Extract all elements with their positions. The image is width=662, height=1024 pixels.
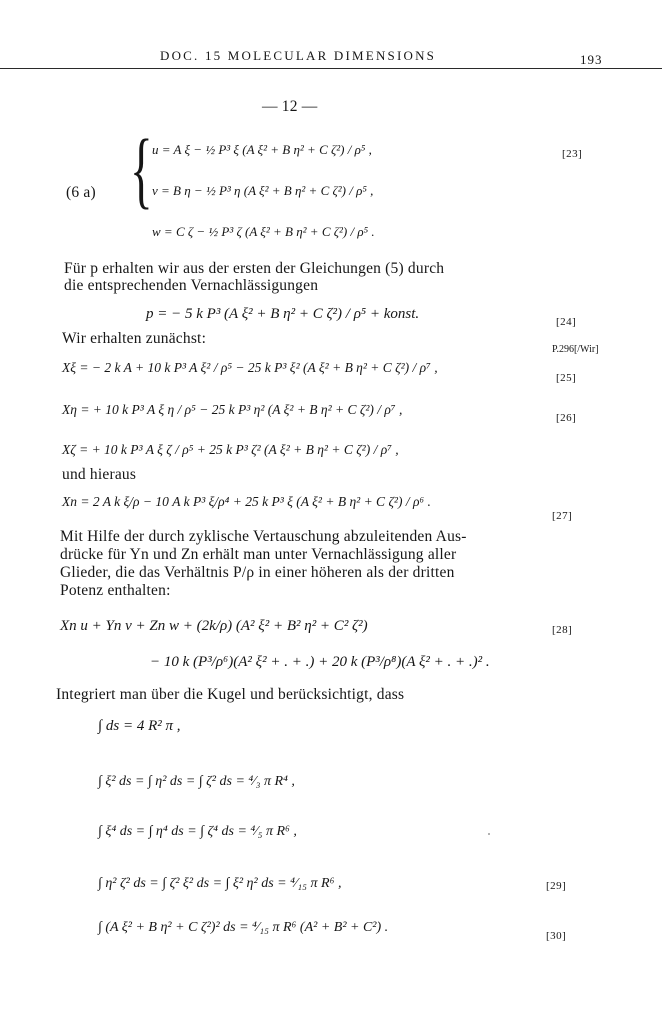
integral-surface-area: ∫ ds = 4 R² π , (98, 718, 181, 734)
equation-tag-27: [27] (552, 510, 573, 522)
page-number: 193 (580, 52, 603, 67)
equation-tag-23: [23] (562, 148, 583, 160)
integral-second-moments: ∫ ξ² ds = ∫ η² ds = ∫ ζ² ds = ⁴⁄₃ π R⁴ , (98, 774, 295, 789)
margin-note: P.296[/Wir] (552, 344, 599, 355)
equation-tag-25: [25] (556, 372, 577, 384)
paragraph-line: drücke für Yn und Zn erhält man unter Vernachlässigung aller (60, 546, 457, 563)
integral-fourth-moments: ∫ ξ⁴ ds = ∫ η⁴ ds = ∫ ζ⁴ ds = ⁴⁄₅ π R⁶ , (98, 824, 297, 839)
paragraph-line: und hieraus (62, 466, 137, 483)
equation-x-n: Xn = 2 A k ξ/ρ − 10 A k P³ ξ/ρ⁴ + 25 k P³ ξ (A ξ² + B η² + C ζ²) / ρ⁶ . (62, 494, 431, 509)
equation-x-zeta: Xζ = + 10 k P³ A ξ ζ / ρ⁵ + 25 k P³ ζ² (A ξ² + B η² + C ζ²) / ρ⁷ , (62, 442, 399, 457)
equation-tag-30: [30] (546, 930, 567, 942)
equation-work-line-2: − 10 k (P³/ρ⁶)(A² ξ² + . + .) + 20 k (P³/ρ⁸)(A ξ² + . + .)² . (150, 654, 490, 670)
original-page-number: — 12 — (262, 98, 318, 115)
scan-speck (488, 833, 490, 835)
equation-x-xi: Xξ = − 2 k A + 10 k P³ A ξ² / ρ⁵ − 25 k P³ ξ² (A ξ² + B η² + C ζ²) / ρ⁷ , (62, 360, 438, 375)
running-title: DOC. 15 MOLECULAR DIMENSIONS (160, 48, 437, 63)
integral-square-combination: ∫ (A ξ² + B η² + C ζ²)² ds = ⁴⁄₁₅ π R⁶ (A² + B² + C²) . (98, 920, 389, 935)
equation-work-line-1: Xn u + Yn v + Zn w + (2k/ρ) (A² ξ² + B² η² + C² ζ²) (60, 618, 368, 634)
equation-tag-24: [24] (556, 316, 577, 328)
integral-mixed-moments: ∫ η² ζ² ds = ∫ ζ² ξ² ds = ∫ ξ² η² ds = ⁴⁄₁₅ π R⁶ , (98, 876, 342, 891)
paragraph-line: die entsprechenden Vernachlässigungen (64, 277, 319, 294)
paragraph-line: Wir erhalten zunächst: (62, 330, 207, 347)
equation-v: v = B η − ½ P³ η (A ξ² + B η² + C ζ²) / ρ⁵ , (152, 183, 374, 198)
equation-tag-28: [28] (552, 624, 573, 636)
paragraph-line: Integriert man über die Kugel und berücksichtigt, dass (56, 686, 405, 703)
left-brace-icon: { (130, 121, 153, 217)
equation-w: w = C ζ − ½ P³ ζ (A ξ² + B η² + C ζ²) / ρ⁵ . (152, 224, 375, 239)
header-rule (0, 68, 662, 69)
equation-tag-29: [29] (546, 880, 567, 892)
paragraph-line: Glieder, die das Verhältnis P/ρ in einer höheren als der dritten (60, 564, 455, 581)
equation-p: p = − 5 k P³ (A ξ² + B η² + C ζ²) / ρ⁵ + konst. (146, 306, 420, 322)
equation-u: u = A ξ − ½ P³ ξ (A ξ² + B η² + C ζ²) / ρ⁵ , (152, 142, 372, 157)
paragraph-line: Für p erhalten wir aus der ersten der Gleichungen (5) durch (64, 260, 445, 277)
equation-system-label: (6 a) (66, 184, 96, 201)
paragraph-line: Potenz enthalten: (60, 582, 171, 599)
paragraph-line: Mit Hilfe der durch zyklische Vertauschung abzuleitenden Aus- (60, 528, 467, 545)
equation-x-eta: Xη = + 10 k P³ A ξ η / ρ⁵ − 25 k P³ η² (A ξ² + B η² + C ζ²) / ρ⁷ , (62, 402, 403, 417)
equation-tag-26: [26] (556, 412, 577, 424)
